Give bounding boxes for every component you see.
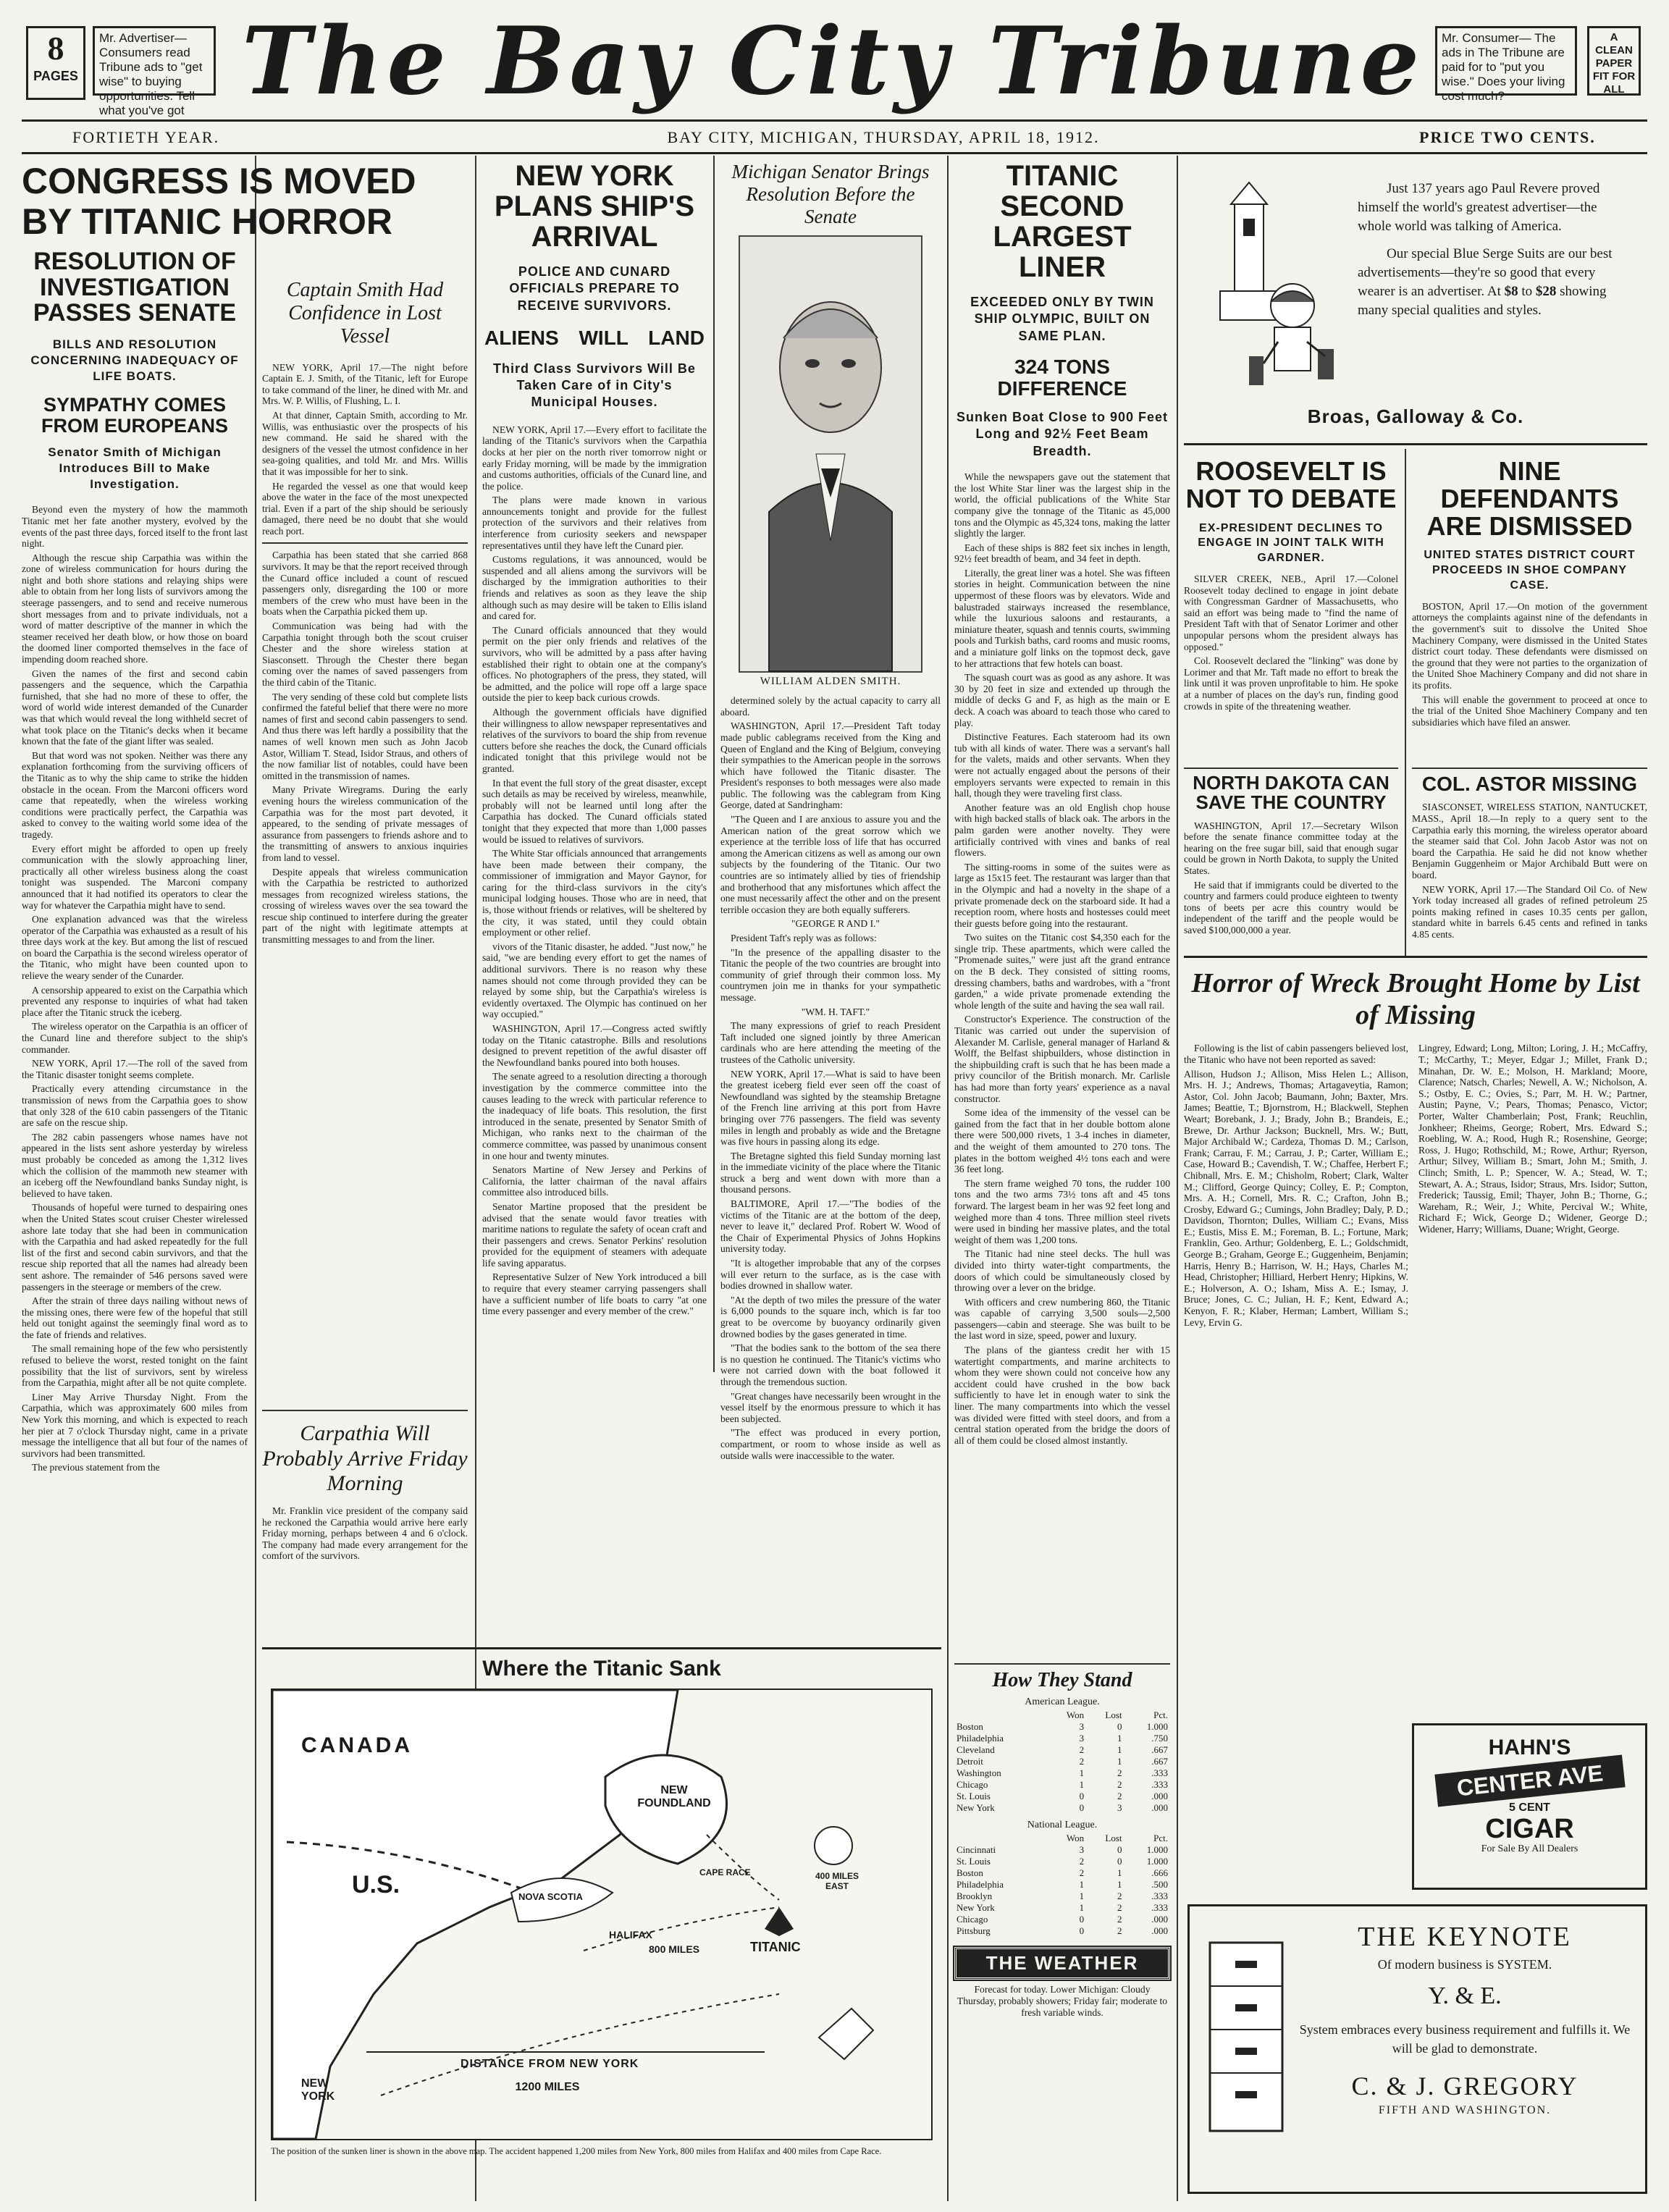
lost: 2 <box>1117 1779 1122 1791</box>
col3-p: Senators Martine of New Jersey and Perkins of California, the latter chairman of the naval affairs committee also introduced bills. <box>482 1164 707 1198</box>
table-row <box>954 1733 1170 1744</box>
col5-p: Literally, the great liner was a hotel. She was fifteen stories in height. Communication between the nine uppermost of these floors was by elevators. Wide and balustraded stairways increased the resemblance, while the luxurious saloons and restaurants, a miniature theater, squash and tennis courts, swimming pools and Turkish baths, card rooms and music rooms, and a miniature golf links on the topmost deck, gave to her attractions that few hotels can boast. <box>954 567 1170 669</box>
col3-p: The Cunard officials announced that they would permit on the pier only friends and relatives of the survivors, who will be admitted by a pass after having established their right to obtain one at the company's offices. No photographers of the press, they stated, will be admitted, and the police will rope off a large space outside the pier to keep back curious crowds. <box>482 624 707 704</box>
col3-p: The senate agreed to a resolution directing a thorough investigation by the commerce committee into the causes leading to the wreck with particular reference to the inadequacy of life boats. This resolution, the first introduced in the senate, presented by Senator Smith of Michigan, who ranks next to the chairman of the commerce committee, was passed by unanimous consent in one hour and twenty minutes. <box>482 1071 707 1161</box>
col-sep-3 <box>713 156 715 1372</box>
won: 0 <box>1079 1925 1085 1937</box>
broas-price-high: $28 <box>1535 284 1557 299</box>
col2-p: Communication was being had with the Carpathia tonight through both the scout cruiser Chester and the shore wireless station at Siasconsett. Through the Chester there began coming over the names of saved passengers from the third cabin of the Titanic. <box>262 621 468 688</box>
northdakota-head: NORTH DAKOTA CAN SAVE THE COUNTRY <box>1193 772 1390 814</box>
map-label-canada: CANADA <box>301 1733 413 1757</box>
won: 2 <box>1079 1856 1085 1867</box>
col2-p: Many Private Wiregrams. During the early evening hours the wireless communication of the Carpathia was for the most part devoted, it appeared, to the sending of private messages of assurance from passengers to friends ashore and to the transmitting of answers to anxious inquiries from land to vessel. <box>262 784 468 863</box>
national-league-table <box>954 1833 1170 1937</box>
keynote-company: C. & J. GREGORY <box>1351 2072 1578 2100</box>
column-5 <box>954 161 1170 2195</box>
table-row <box>954 1925 1170 1937</box>
col-sep-6 <box>1405 449 1406 956</box>
pct: .500 <box>1151 1879 1168 1891</box>
pct: .666 <box>1151 1867 1168 1879</box>
missing-list-left <box>1184 1043 1408 1716</box>
col1-p: NEW YORK, April 17.—The roll of the saved from the Titanic disaster tonight seems complete. <box>22 1058 248 1080</box>
col3-p: In that event the full story of the great disaster, except such details as may be received by wireless, meanwhile, probably will not be learned until long after the Carpathia has docked. The Cunard officials stated tonight that they expected that more than 1,000 passes would be issued to relatives of survivors. <box>482 777 707 845</box>
nine-body <box>1412 601 1647 728</box>
team: Washington <box>957 1767 1001 1779</box>
col1-deck-1: BILLS AND RESOLUTION CONCERNING INADEQUACY OF LIFE BOATS. <box>30 337 239 384</box>
col1-p: The previous statement from the <box>32 1462 160 1473</box>
map-label-nova-scotia: NOVA SCOTIA <box>518 1891 583 1902</box>
col5-p: Each of these ships is 882 feet six inches in length, 92½ feet breadth of beam, and 34 feet in depth. <box>954 542 1170 565</box>
map-caption: The position of the sunken liner is shown in the above map. The accident happened 1,200 miles from New York, 800 miles from Halifax and 400 miles from Cape Race. <box>271 2146 882 2156</box>
pages-number: 8 <box>47 30 64 67</box>
col1-body <box>22 504 248 2198</box>
col-sep-4 <box>947 156 949 2201</box>
won: 3 <box>1079 1721 1085 1733</box>
won: 3 <box>1079 1844 1085 1856</box>
col4-p: President Taft's reply was as follows: <box>731 933 877 944</box>
map-label-distance: DISTANCE FROM NEW YORK <box>461 2058 639 2070</box>
map-frame <box>271 1689 933 2140</box>
col1-p: The small remaining hope of the few who persistently refused to believe the worst, rested tonight on the faint possibility that the list of survivors, sent by wireless from the Carpathia, might after all be not quite complete. <box>22 1343 248 1389</box>
col3-p: The White Star officials announced that arrangements have been made between their company, the commissioner of immigration and Mayor Gaynor, for caring for the third-class survivors in the city's municipal lodging houses. Those who are in need, that is, those without friends or relatives, will be sheltered by the city, it was stated, until they could obtain employment or other relief. <box>482 848 707 938</box>
nine-deck: UNITED STATES DISTRICT COURT PROCEEDS IN SHOE COMPANY CASE. <box>1424 549 1636 592</box>
left-ear <box>93 26 216 117</box>
lost: 0 <box>1117 1721 1122 1733</box>
northdakota-body <box>1184 820 1398 936</box>
astor-p: NEW YORK, April 17.—The Standard Oil Co. of New York today increased all grades of refined petroleum 25 points making refined in cases 10.35 cents per gallon, standard white in barrels 6.45 cents and refined in tanks 4.85 cents. <box>1412 883 1647 940</box>
keynote-line3: System embraces every business requirement and fulfills it. We will be glad to demonstrate. <box>1299 2022 1631 2056</box>
broas-price-suffix: showing many special qualities and styles. <box>1358 284 1607 318</box>
team: New York <box>957 1902 995 1914</box>
col3-deck: POLICE AND CUNARD OFFICIALS PREPARE TO RECEIVE SURVIVORS. <box>509 264 680 313</box>
col4-p: "WM. H. TAFT." <box>801 1006 870 1017</box>
won: 0 <box>1079 1802 1085 1814</box>
col2-p: Despite appeals that wireless communication with the Carpathia be restricted to authorized messages from recognized wireless stations, the crossing of wireless waves over the sea toward the rescue ship continued to interfere during the greater part of the night with legitimate attempts at transmitting messages to and from the liner. <box>262 866 468 946</box>
broas-copy <box>1358 180 1633 320</box>
col3-p: NEW YORK, April 17.—Every effort to facilitate the landing of the Titanic's survivors when the Carpathia docks at her pier on the north river tomorrow night or early Friday morning, will be made by the immigration and customs authorities, officials of the Cunard line, and the police. <box>482 424 707 492</box>
col4-p: "The effect was produced in every portion, compartment, or room to whose inside as well as outside walls were inaccessible to the water. <box>720 1427 941 1461</box>
carpathia-p: Mr. Franklin vice president of the company said he reckoned the Carpathia would arrive here early Friday morning, perhaps between 4 and 6 o'clock. The company had made every arrangement for the comfort of the survivors. <box>262 1505 468 1562</box>
team: Cleveland <box>957 1744 995 1756</box>
col1-p: Practically every attending circumstance in the transmission of news from the Carpathia goes to show that only 328 of the 610 cabin passengers of the Titanic are safe on the rescue ship. <box>22 1083 248 1129</box>
map-label-1200: 1200 MILES <box>515 2081 580 2093</box>
map-label-titanic: TITANIC <box>750 1940 801 1954</box>
keynote-line2: Y. & E. <box>1428 1982 1502 2009</box>
col4-p: "Great changes have necessarily been wrought in the vessel itself by the enormous pressure to which it has been subjected. <box>720 1390 941 1424</box>
northdakota-p: WASHINGTON, April 17.—Secretary Wilson before the senate finance committee today at the hearing on the free sugar bill, said that enough sugar could be grown in North Dakota, to supply the United States. <box>1184 820 1398 876</box>
col1-subhead-1: RESOLUTION OF INVESTIGATION PASSES SENATE <box>33 248 237 327</box>
map-label-cape-race: CAPE RACE <box>699 1867 751 1877</box>
nine-p: BOSTON, April 17.—On motion of the government attorneys the complaints against nine of the defendants in the government's suit to dissolve the United Shoe Machinery Company, were dismissed in the United States district court today. These defendants were dismissed on the ground that they were not parties to the organization of the United Shoe Machinery Company and did not share in its profits. <box>1412 600 1647 691</box>
col-won: Won <box>1066 1833 1085 1844</box>
table-row <box>954 1844 1170 1856</box>
col5-p: Another feature was an old English chop house with high backed stalls of black oak. The arbors in the palm garden were another novelty. They were artificially contrived with vines and banks of real flowers. <box>954 802 1170 859</box>
col4-p: NEW YORK, April 17.—What is said to have been the greatest iceberg field ever seen off the coast of Newfoundland was sighted by the steamship Bretagne of the French line arriving at this port from Havre bringing over 776 passengers. The field was seventy miles in length and probably as wide and the Bretagne was five hours in passing along its edge. <box>720 1068 941 1148</box>
won: 0 <box>1079 1914 1085 1925</box>
captain-p: At that dinner, Captain Smith, according to Mr. Willis, was enthusiastic over the prospects of his new command. He said he shared with the designers of the vessel the utmost confidence in her sea-going qualities, and told Mr. and Mrs. Willis that it was impossible for her to sink. <box>262 409 468 477</box>
col3-p: vivors of the Titanic disaster, he added. "Just now," he said, "we are bending every effort to get the names of additional survivors. There is no reason why these names should not come through provided they can be relayed by some ship, but the Carpathia's wireless is evidently overtaxed. The Olympic has continued on her way occupied." <box>482 941 707 1020</box>
lost: 2 <box>1117 1791 1122 1802</box>
map-label-new-york: NEW YORK <box>301 2077 335 2103</box>
senator-portrait <box>739 235 922 673</box>
portrait-illustration <box>740 237 921 671</box>
col5-body <box>954 471 1170 1659</box>
won: 2 <box>1079 1756 1085 1767</box>
col4-p: "In the presence of the appalling disaster to the Titanic the people of the two countries are brought into community of grief through their common loss. My countrymen join me in thanks for your sympathetic message. <box>720 946 941 1003</box>
roosevelt-p: Col. Roosevelt declared the "linking" was done by Lorimer and that Mr. Taft made no effort to break the link until it was proven unprofitable to him. He spoke at a number of places on the day's run, finding good crowds in spite of the threatening weather. <box>1184 655 1398 712</box>
team: New York <box>957 1802 995 1814</box>
col5-p: The sitting-rooms in some of the suites were as large as 15x15 feet. The restaurant was larger than that in the Olympic and had a novelty in the shape of a private promenade deck on the starboard side. It had a reception room, where hosts and hostesses could meet their guests before going into the restaurant. <box>954 861 1170 929</box>
col5-p: Distinctive Features. Each stateroom had its own tub with all kinds of water. There was a servant's hall for the valets, maids and other servants. When they were not actually engaged about the persons of their employers servants were expected to remain in this hall, though they were traveling first class. <box>954 731 1170 799</box>
lost: 2 <box>1117 1902 1122 1914</box>
broas-p2-text: Our special Blue Serge Suits are our best advertisements—they're so good that every wearer is an advertiser. <box>1358 246 1613 299</box>
roosevelt-deck: EX-PRESIDENT DECLINES TO ENGAGE IN JOINT TALK WITH GARDNER. <box>1198 521 1384 565</box>
lost: 2 <box>1117 1891 1122 1902</box>
col2-body <box>262 550 468 1404</box>
col5-headline: TITANIC SECOND LARGEST LINER <box>993 160 1132 283</box>
team: Chicago <box>957 1914 988 1925</box>
pct: .000 <box>1151 1791 1168 1802</box>
keynote-line1: Of modern business is SYSTEM. <box>1377 1957 1552 1972</box>
lost: 3 <box>1117 1802 1122 1814</box>
table-row <box>954 1744 1170 1756</box>
astor-p: SIASCONSET, WIRELESS STATION, NANTUCKET, MASS., April 18.—In reply to a query sent to the Carpathia early this morning, the wireless operator aboard the steamer said that Col. John Jacob Astor was not on board the Carpathia. He said he did not know whether Benjamin Guggenheim or Major Archibald Butt were on board. <box>1412 802 1647 880</box>
dateline: BAY CITY, MICHIGAN, THURSDAY, APRIL 18, 1912. <box>667 128 1100 146</box>
table-row <box>954 1802 1170 1814</box>
roosevelt-p: SILVER CREEK, NEB., April 17.—Colonel Roosevelt today declined to engage in joint debate with Congressman Gardner of Massachusetts, who said an effort was being made to "find the name of President Taft with that of Senator Lorimer and other unpopular persons whom the president always has opposed." <box>1184 573 1398 652</box>
team: Boston <box>957 1721 983 1733</box>
col3-deck-2: Third Class Survivors Will Be Taken Care of in City's Municipal Houses. <box>493 361 696 410</box>
national-league-title: National League. <box>1027 1820 1098 1831</box>
nine-head: NINE DEFENDANTS ARE DISMISSED <box>1426 456 1633 541</box>
missing-names-left: Allison, Hudson J.; Allison, Miss Helen L.; Allison, Mrs. H. J.; Andrews, Thomas; Artagaveytia, Ramon; Astor, Col. John Jacob; Baumann, John; Baxter, Mrs. James; Beattie, T.; Bjornstrom, H.; Blackwell, Stephen Weart; Borebank, J. J.; Brady, John B.; Brandeis, E.; Brewe, Dr. Arthur Jackson; Bucknell, Mrs. W.; Butt, Major Archibald W.; Cardeza, Thomas D. M.; Carlson, Frank; Carrau, F. M.; Carrau, J. P.; Carter, William E.; Case, Howard B.; Cavendish, T. W.; Chaffee, Herbert F.; Chibnall, Mrs. E. M.; Chisholm, Robert; Clark, Walter M.; Clifford, George Quincy; Colley, E. P.; Compton, Mrs. A. H.; Cornell, Mrs. R. C.; Crafton, John B.; Crosby, Edward G.; Cumings, John Bradley; Daly, P. D.; Davidson, Thornton; Dulles, William C.; Evans, Miss E.; Eustis, Miss E. M.; Foreman, B. L.; Fortune, Mark; Franklin, Geo. Arthur; Goldenberg, E. L.; Goldschmidt, George B.; Graham, George E.; Guggenheim, Benjamin; Harris, Henry B.; Harrison, W. H.; Hays, Charles M.; Head, Christopher; Hilliard, Herbert Henry; Hipkins, W. E.; Holverson, A. O.; Isham, Miss A. E.; Ismay, J. Bruce; Jones, C. C.; Julian, H. F.; Kent, Edward A.; Kenyon, F. R.; Klaber, Herman; Lambert, William S.; Levy, Ervin G. <box>1184 1068 1408 1328</box>
col3-p: Senator Martine proposed that the president be advised that the senate would favor treaties with maritime nations to regulate the safety of ocean craft and their passengers and crews. Senator Perkins' resolution provided for the equipment of steamers with adequate life saving apparatus. <box>482 1200 707 1269</box>
col-pct: Pct. <box>1153 1833 1168 1844</box>
team: Detroit <box>957 1756 983 1767</box>
carpathia-body <box>262 1505 468 1562</box>
captain-p: NEW YORK, April 17.—The night before Captain E. J. Smith, of the Titanic, left for Europe to take command of the liner, he dined with Mr. and Mrs. W. P. Willis, of Flushing, L. I. <box>262 361 468 407</box>
roosevelt-story <box>1184 458 1398 762</box>
broas-ad <box>1184 161 1647 445</box>
col1-subhead-2: SYMPATHY COMES FROM EUROPEANS <box>41 394 229 437</box>
american-league-title: American League. <box>1025 1696 1100 1708</box>
northdakota-p: He said that if immigrants could be diverted to the country and farmers could produce eighteen to twenty tons of beets per acre this country would be independent of the tariff and the people would be saved $100,000,000 a year. <box>1184 879 1398 935</box>
col4-p: "That the bodies sank to the bottom of the sea there is no question he continued. The Titanic's victims who were not carried down with the boat followed it through the tremendous suction. <box>720 1342 941 1387</box>
pct: .333 <box>1151 1891 1168 1902</box>
pages-box <box>26 26 85 100</box>
broas-p2 <box>1358 245 1633 320</box>
won: 1 <box>1079 1779 1085 1791</box>
column-3 <box>482 161 707 1370</box>
table-row <box>954 1779 1170 1791</box>
won: 1 <box>1079 1902 1085 1914</box>
weather-banner <box>954 1947 1170 1980</box>
captain-p: He regarded the vessel as one that would keep above the water in the face of the most unexpected trial. Even if a part of the ship should be seriously damaged, there need be no doubt that she would reach port. <box>262 480 468 537</box>
masthead-title: The Bay City Tribune <box>242 7 1424 116</box>
table-row <box>954 1914 1170 1925</box>
standings-header <box>954 1710 1170 1721</box>
col-lost: Lost <box>1105 1833 1122 1844</box>
col-team <box>954 1833 1047 1844</box>
pct: .750 <box>1151 1733 1168 1744</box>
table-row <box>954 1891 1170 1902</box>
weather-body: Forecast for today. Lower Michigan: Cloudy Thursday, probably showers; Friday fair; moderate to fresh variable winds. <box>957 1984 1168 2018</box>
col5-p: The stern frame weighed 70 tons, the rudder 100 tons and the two arms 73½ tons aft and 45 tons forward. The largest beam in her was 92 feet long and weighed more than 4 tons. Three million steel rivets were used in binding her massive plates, and the total weight of them was 1,200 tons. <box>954 1177 1170 1245</box>
col1-deck-2: Senator Smith of Michigan Introduces Bill to Make Investigation. <box>48 445 222 492</box>
won: 1 <box>1079 1891 1085 1902</box>
map-label-halifax: HALIFAX <box>609 1929 652 1940</box>
pct: .333 <box>1151 1767 1168 1779</box>
carpathia-head: Carpathia Will Probably Arrive Friday Morning <box>262 1421 468 1496</box>
col1-p: One explanation advanced was that the wireless operator of the Carpathia was exhausted as a result of his three days work at the key. But among the list of rescued on board the Carpathia is the second wireless operator of the Titanic, who might have been counted upon to relieve the weary sender of the Cunarder. <box>22 914 248 982</box>
won: 3 <box>1079 1733 1085 1744</box>
broas-illustration <box>1191 182 1350 400</box>
col3-p: Customs regulations, it was announced, would be suspended and all aliens among the survivors will be discharged by the immigration authorities to their friends and relatives as soon as they leave the ship although such as may desire will be taken to Ellis island and cared for. <box>482 554 707 622</box>
standings-header <box>954 1833 1170 1844</box>
col4-p: "The Queen and I are anxious to assure you and the American nation of the great sorrow which we experience at the terrible loss of life that has occurred among the American citizens as well as among our own subjects by the foundering of the Titanic. Our two countries are so intimately allied by ties of friendship and brotherhood that any misfortunes which affect the one must necessarily affect the other and on the present terrible occasion they are both equally sufferers. <box>720 814 941 915</box>
right-badge <box>1587 26 1641 96</box>
cigar-name: CENTER AVE <box>1434 1755 1625 1807</box>
col4-body <box>720 695 941 1461</box>
col5-deck: EXCEEDED ONLY BY TWIN SHIP OLYMPIC, BUILT ON SAME PLAN. <box>970 295 1154 343</box>
map-label-newfoundland: NEW FOUNDLAND <box>637 1784 711 1809</box>
col1-p: Although the rescue ship Carpathia was within the zone of wireless communication for hours during the night and both shore stations and relaying ships were able to obtain from her long lists of survivors among the steerage passengers, and to send and receive numerous short messages from and to private individuals, not a word of matter descriptive of the manner in which the steamer received her death blow, or how those on board the doomed liner comported themselves in the face of impending doom reached shore. <box>22 552 248 665</box>
col4-p: "It is altogether improbable that any of the corpses will ever return to the surface, as is the case with bodies drowned in shallow water. <box>720 1258 941 1292</box>
col1-p: Beyond even the mystery of how the mammoth Titanic met her fate another mystery, evolved by the events of the past three days, forced itself to the front last night. <box>22 504 248 550</box>
nine-defendants-story <box>1412 458 1647 762</box>
map-label-800: 800 MILES <box>649 1943 700 1955</box>
won: 1 <box>1079 1767 1085 1779</box>
pct: 1.000 <box>1146 1721 1168 1733</box>
col3-p: Representative Sulzer of New York introduced a bill to require that every steamer carrying passengers shall have a sufficient number of life boats to carry "at one time every passenger and every member of the crew." <box>482 1271 707 1317</box>
col5-p: Two suites on the Titanic cost $4,350 each for the single trip. These apartments, which were called the "Promenade suites," were just aft the grand entrance on the B deck. They consisted of sitting rooms, dressing chambers, baths and wardrobes, with a "front garden," a wide private promenade extending the whole length of the suite and having the sea wall rail. <box>954 932 1170 1011</box>
pct: .000 <box>1151 1925 1168 1937</box>
col3-headline: NEW YORK PLANS SHIP'S ARRIVAL <box>494 160 695 253</box>
lost: 1 <box>1117 1867 1122 1879</box>
table-row <box>954 1756 1170 1767</box>
map-title: Where the Titanic Sank <box>482 1657 721 1681</box>
lost: 1 <box>1117 1744 1122 1756</box>
table-row <box>954 1902 1170 1914</box>
missing-list-story <box>1184 956 1647 1728</box>
team: St. Louis <box>957 1856 991 1867</box>
pct: 1.000 <box>1146 1856 1168 1867</box>
table-row <box>954 1791 1170 1802</box>
right-badge-text: A CLEAN PAPER FIT FOR ALL <box>1592 31 1636 96</box>
col5-p: The Titanic had nine steel decks. The hull was divided into thirty water-tight compartments, the doors of which could be simultaneously closed by throwing over a lever on the bridge. <box>954 1248 1170 1294</box>
standings-title: How They Stand <box>992 1669 1132 1692</box>
keynote-illustration <box>1203 1935 1290 2138</box>
cigar-product: CIGAR <box>1485 1814 1574 1844</box>
lost: 2 <box>1117 1767 1122 1779</box>
map-label-us: U.S. <box>352 1871 400 1898</box>
keynote-copy <box>1298 1921 1631 2117</box>
north-dakota-story <box>1184 768 1398 954</box>
col1-p: Every effort might be afforded to open up freely communication with the slowly approaching liner, practically all other wireless business along the coast tonight was suspended. The Marconi company announced that it had notified its operators to clear the way for whatever the Carpathia might have to send. <box>22 843 248 911</box>
portrait-caption: WILLIAM ALDEN SMITH. <box>760 676 901 688</box>
col4-p: determined solely by the actual capacity to carry all aboard. <box>720 695 941 718</box>
team: Boston <box>957 1867 983 1879</box>
table-row <box>954 1856 1170 1867</box>
col5-p: Some idea of the immensity of the vessel can be gained from the fact that in her double bottom alone there were 500,000 rivets, 1 3-4 inches in diameter, and the weight of them amounted to 270 tons. The plates in the bottom weighed 4½ tons each and were 36 feet long. <box>954 1107 1170 1175</box>
roosevelt-body <box>1184 573 1398 712</box>
team: Brooklyn <box>957 1891 993 1902</box>
astor-story <box>1412 768 1647 954</box>
pages-label: PAGES <box>33 69 78 83</box>
pct: .333 <box>1151 1902 1168 1914</box>
col1-p: After the strain of three days nailing without news of the missing ones, there were few of the hopeful that still held out tonight against the seemingly final word as to the fate of friends and relatives. <box>22 1295 248 1340</box>
price: PRICE TWO CENTS. <box>1419 128 1596 146</box>
col3-p: Although the government officials have dignified their willingness to allow newspaper representatives and relatives of the survivors to board the ship from revenue cutters before she reaches the dock, the Cunard officials indicated tonight that this privilege would not be granted. <box>482 706 707 774</box>
broas-signature: Broas, Galloway & Co. <box>1307 405 1524 427</box>
table-row <box>954 1867 1170 1879</box>
col1-p: A censorship appeared to exist on the Carpathia which prevented any response to inquiries of what had taken place after the Titanic struck the iceberg. <box>22 984 248 1018</box>
col3-p: The plans were made known in various announcements tonight and provide for the fullest protection of the survivors and their relatives from interference from curiosity seekers and newspaper representatives until they have left the Cunard pier. <box>482 495 707 551</box>
column-2 <box>262 272 468 1640</box>
pct: .667 <box>1151 1756 1168 1767</box>
lost: 2 <box>1117 1925 1122 1937</box>
keynote-address: FIFTH AND WASHINGTON. <box>1378 2104 1552 2116</box>
american-league-table <box>954 1710 1170 1814</box>
captain-smith-body <box>262 362 468 537</box>
col5-subhead: 324 TONS DIFFERENCE <box>997 356 1127 400</box>
team: Pittsburg <box>957 1925 991 1937</box>
map-label-400: 400 MILES EAST <box>815 1871 859 1891</box>
col4-p: WASHINGTON, April 17.—President Taft today made public cablegrams received from the King and Queen of England and the King of Belgium, conveying their sympathies to the American people in the sorrows which have followed the Titanic disaster. The President's responses to both messages were also made public. The following was the cablegram from King George, dated at Sandringham: <box>720 720 941 811</box>
won: 2 <box>1079 1744 1085 1756</box>
pct: .667 <box>1151 1744 1168 1756</box>
broas-price-to: to <box>1521 284 1533 299</box>
col2-p: The very sending of these cold but complete lists confirmed the fateful belief that there were no more names of first and second cabin passengers to send. And thus there was left hardly a possibility that the names of well known men such as John Jacob Astor, William T. Stead, Isidor Straus, and others of the now familiar list of notables, could have been omitted in the transmission of names. <box>262 691 468 781</box>
pct: 1.000 <box>1146 1844 1168 1856</box>
col1-p: Liner May Arrive Thursday Night. From the Carpathia, which was approximately 600 miles from New York this morning, and which is expected to reach her pier at 7 o'clock Thursday night, came in a private message the intelligence that all but four of the names of survivors had been transmitted. <box>22 1391 248 1459</box>
cigar-dealers: For Sale By All Dealers <box>1481 1843 1578 1854</box>
broas-price-prefix: At <box>1487 284 1501 299</box>
roosevelt-head: ROOSEVELT IS NOT TO DEBATE <box>1185 456 1397 513</box>
rule-dateline <box>22 152 1647 154</box>
keynote-ad <box>1187 1904 1647 2194</box>
table-row <box>954 1721 1170 1733</box>
column-4 <box>720 161 941 1461</box>
won: 2 <box>1079 1867 1085 1879</box>
titanic-map-block <box>262 1647 941 2203</box>
broas-p1: Just 137 years ago Paul Revere proved himself the world's greatest advertiser—the whole world was talking of America. <box>1358 181 1600 234</box>
lost: 0 <box>1117 1844 1122 1856</box>
lost: 1 <box>1117 1756 1122 1767</box>
col5-p: With officers and crew numbering 860, the Titanic was capable of carrying 3,500 souls—2,500 passengers—cabin and steerage. She was built to be the last word in size, speed, power and luxury. <box>954 1296 1170 1342</box>
astor-body <box>1412 802 1647 940</box>
col3-body <box>482 424 707 1387</box>
right-ear-text: Mr. Consumer— The ads in The Tribune are paid for to "put you wise." Does your living cost much? <box>1442 31 1565 103</box>
col-team <box>954 1710 1047 1721</box>
col4-p: BALTIMORE, April 17.—"The bodies of the victims of the Titanic are at the bottom of the deep, never to leave it," declared Prof. Robert W. Wood of the Chair of Experimental Physics of Johns Hopkins university today. <box>720 1198 941 1255</box>
missing-names-right: Lingrey, Edward; Long, Milton; Loring, J. H.; McCaffry, T.; McCarthy, T.; Meyer, Edgar J.; Millet, Frank D.; Minahan, Dr. W. E.; Molson, H. Markland; Moore, Clarence; Natsch, Charles; Newell, A. W.; Nicholson, A. S.; Ostby, E. C.; Ovies, S.; Parr, M. H. W.; Partner, Austin; Payne, V.; Pears, Thomas; Penasco, Victor; Porter, Walter Chamberlain; Post, Frank; Reuchlin, Jonkheer; Rheims, George; Robert, Mrs. Edward S.; Roebling, W. A.; Rood, Hugh R.; Rosenshine, George; Ross, J. Hugo; Rothschild, M.; Rowe, Arthur; Ryerson, Arthur; Silvey, William B.; Smart, John M.; Smith, J. Clinch; Smith, L. P.; Spencer, W. A.; Stead, W. T.; Stewart, A. A.; Straus, Isidor; Straus, Mrs. Isidor; Sutton, Frederick; Taussig, Emil; Thayer, John B.; Thorne, G.; Wareham, R.; Weir, J.; White, Percival W.; White, Richard F.; Wick, George D.; Widener, George D.; Widener, Harry; Williams, Duane; Wright, George. <box>1418 1043 1647 1235</box>
captain-smith-head: Captain Smith Had Confidence in Lost Vessel <box>286 279 444 348</box>
col4-p: The Bretagne sighted this field Sunday morning last in the immediate vicinity of the place where the Titanic struck a berg and went down with more than a thousand persons. <box>720 1150 941 1195</box>
missing-list-right <box>1418 1043 1647 1716</box>
lead-headline: CONGRESS IS MOVED BY TITANIC HORROR <box>22 161 416 242</box>
col-pct: Pct. <box>1153 1710 1168 1721</box>
weather-title: THE WEATHER <box>985 1952 1139 1975</box>
col3-subhead: ALIENS WILL LAND <box>484 327 705 350</box>
col-lost: Lost <box>1105 1710 1122 1721</box>
col1-p: But that word was not spoken. Neither was there any explanation forthcoming from the surviving officers of the Titanic as to why the ship came to strike the hidden obstacle in the ocean. From the Marconi officers word came that repeatedly, when the wireless working conditions were practically perfect, the Carpathia was asked to convey to the waiting world some idea of the tragedy. <box>22 749 248 840</box>
col-won: Won <box>1066 1710 1085 1721</box>
lost: 0 <box>1117 1856 1122 1867</box>
col3-p: WASHINGTON, April 17.—Congress acted swiftly today on the Titanic catastrophe. Bills and resolutions designed to prevent repetition of the awful disaster off the Newfoundland banks poured into both houses. <box>482 1023 707 1068</box>
won: 1 <box>1079 1879 1085 1891</box>
team: Cincinnati <box>957 1844 996 1856</box>
rule-top <box>22 119 1647 122</box>
won: 0 <box>1079 1791 1085 1802</box>
col1-p: Given the names of the first and second cabin passengers and the sequence, which the Carpathia furnished, that she had no more of these to offer, the word of world wide interest demanded of the Cunarder was that which would reveal the long withheld secret of what took place on the Titanic's decks when it became known that the fate of the giant lifter was sealed. <box>22 668 248 747</box>
col1-p: The 282 cabin passengers whose names have not appeared in the lists sent ashore yesterday by wireless must probably be conceded as among the 1,312 lives which the collision of the mammoth new steamer with an iceberg off the Newfoundland banks Sunday night, is believed to have taken. <box>22 1131 248 1199</box>
cigar-brand: HAHN'S <box>1488 1736 1571 1759</box>
lost: 2 <box>1117 1914 1122 1925</box>
horror-head: Horror of Wreck Brought Home by List of Missing <box>1191 968 1640 1030</box>
team: Philadelphia <box>957 1733 1004 1744</box>
col5-p: While the newspapers gave out the statement that the lost White Star liner was the largest ship in the world, the official publications of the White Star company give the tonnage of the Titanic as 45,000 tons and the Olympic as 45,324 tons, making the latter slightly the larger. <box>954 471 1170 539</box>
team: Chicago <box>957 1779 988 1791</box>
astor-head: COL. ASTOR MISSING <box>1421 773 1638 795</box>
table-row <box>954 1879 1170 1891</box>
pct: .333 <box>1151 1779 1168 1791</box>
horror-intro: Following is the list of cabin passengers believed lost, the Titanic who have not been reported as saved: <box>1184 1043 1408 1065</box>
cigar-price: 5 CENT <box>1509 1801 1550 1814</box>
col4-p: The many expressions of grief to reach President Taft included one signed jointly by three American cardinals who are here attending the meeting of the trustees of the Catholic university. <box>720 1020 941 1065</box>
col5-p: Constructor's Experience. The construction of the Titanic was carried out under the supervision of Alexander M. Carlisle, general manager of Harland & Wolff, the Belfast shipbuilders, whose distinction in the shipbuilding craft is such that he has been made a privy councilor of the British monarch. Mr. Carlisle has had more than forty years' experience as a naval constructor. <box>954 1014 1170 1104</box>
left-ear-text: Mr. Advertiser— Consumers read Tribune ads to "get wise" to buying opportunities. Tell what you've got <box>99 31 203 117</box>
col4-p: "At the depth of two miles the pressure of the water is 6,000 pounds to the square inch, which is far too great to be overcome by buoyancy ordinarily given drowned bodies by the gases generated in time. <box>720 1294 941 1340</box>
col5-p: The plans of the giantess credit her with 15 watertight compartments, and marine architects to whom they were shown could not conceive how any accident could have crushed in the bow back sufficiently to have let in enough water to sink the liner. The many compartments into which the vessel was divided were fitted with steel doors, and from a central station operated from the bridge the doors of all of them could be closed almost instantly. <box>954 1345 1170 1446</box>
col-sep-1 <box>255 156 256 2201</box>
col2-p: Carpathia has been stated that she carried 868 survivors. It may be that the report received through the Cunard office included a count of rescued passengers only, disregarding the 100 or more members of the crew who must have been in the boats when the Carpathia picked them up. <box>262 550 468 618</box>
keynote-title: THE KEYNOTE <box>1358 1922 1572 1952</box>
senator-head: Michigan Senator Brings Resolution Before the Senate <box>731 161 930 228</box>
table-row <box>954 1767 1170 1779</box>
pct: .000 <box>1151 1802 1168 1814</box>
col5-deck-2: Sunken Boat Close to 900 Feet Long and 92½ Feet Beam Breadth. <box>956 409 1169 458</box>
team: Philadelphia <box>957 1879 1004 1891</box>
col4-p: "GEORGE R AND I." <box>791 918 880 930</box>
lost: 1 <box>1117 1733 1122 1744</box>
col1-p: The wireless operator on the Carpathia is an officer of the Cunard line and therefore subject to the ship's commander. <box>22 1021 248 1055</box>
pct: .000 <box>1151 1914 1168 1925</box>
paul-revere-illustration <box>1191 182 1350 400</box>
lost: 1 <box>1117 1879 1122 1891</box>
filing-cabinet-icon <box>1203 1935 1290 2138</box>
col1-p: Thousands of hopeful were turned to despairing ones when the United States scout cruiser Chester wirelessed ashore late today that she had been in communication with the Carpathia and had asked repeatedly for the full list of the first and second cabin survivors, and that the rescue ship reported that all the names had already been sent ashore. The remainder of 546 persons saved were passengers in the steerage or members of the crew. <box>22 1202 248 1292</box>
broas-price-low: $8 <box>1504 284 1518 299</box>
year: FORTIETH YEAR. <box>72 128 220 146</box>
col-sep-5 <box>1177 156 1178 2201</box>
col5-p: The squash court was as good as any ashore. It was 30 by 20 feet in size and extended up through the middle of decks G and F, as high as the main or E deck. A coach was aboard to teach those who cared to play. <box>954 672 1170 728</box>
right-ear <box>1435 26 1577 103</box>
cigar-ad <box>1412 1723 1647 1890</box>
team: St. Louis <box>957 1791 991 1802</box>
nine-p: This will enable the government to proceed at once to the trial of the United Shoe Machinery Company and ten subsidiaries which have filed an answer. <box>1412 694 1647 728</box>
